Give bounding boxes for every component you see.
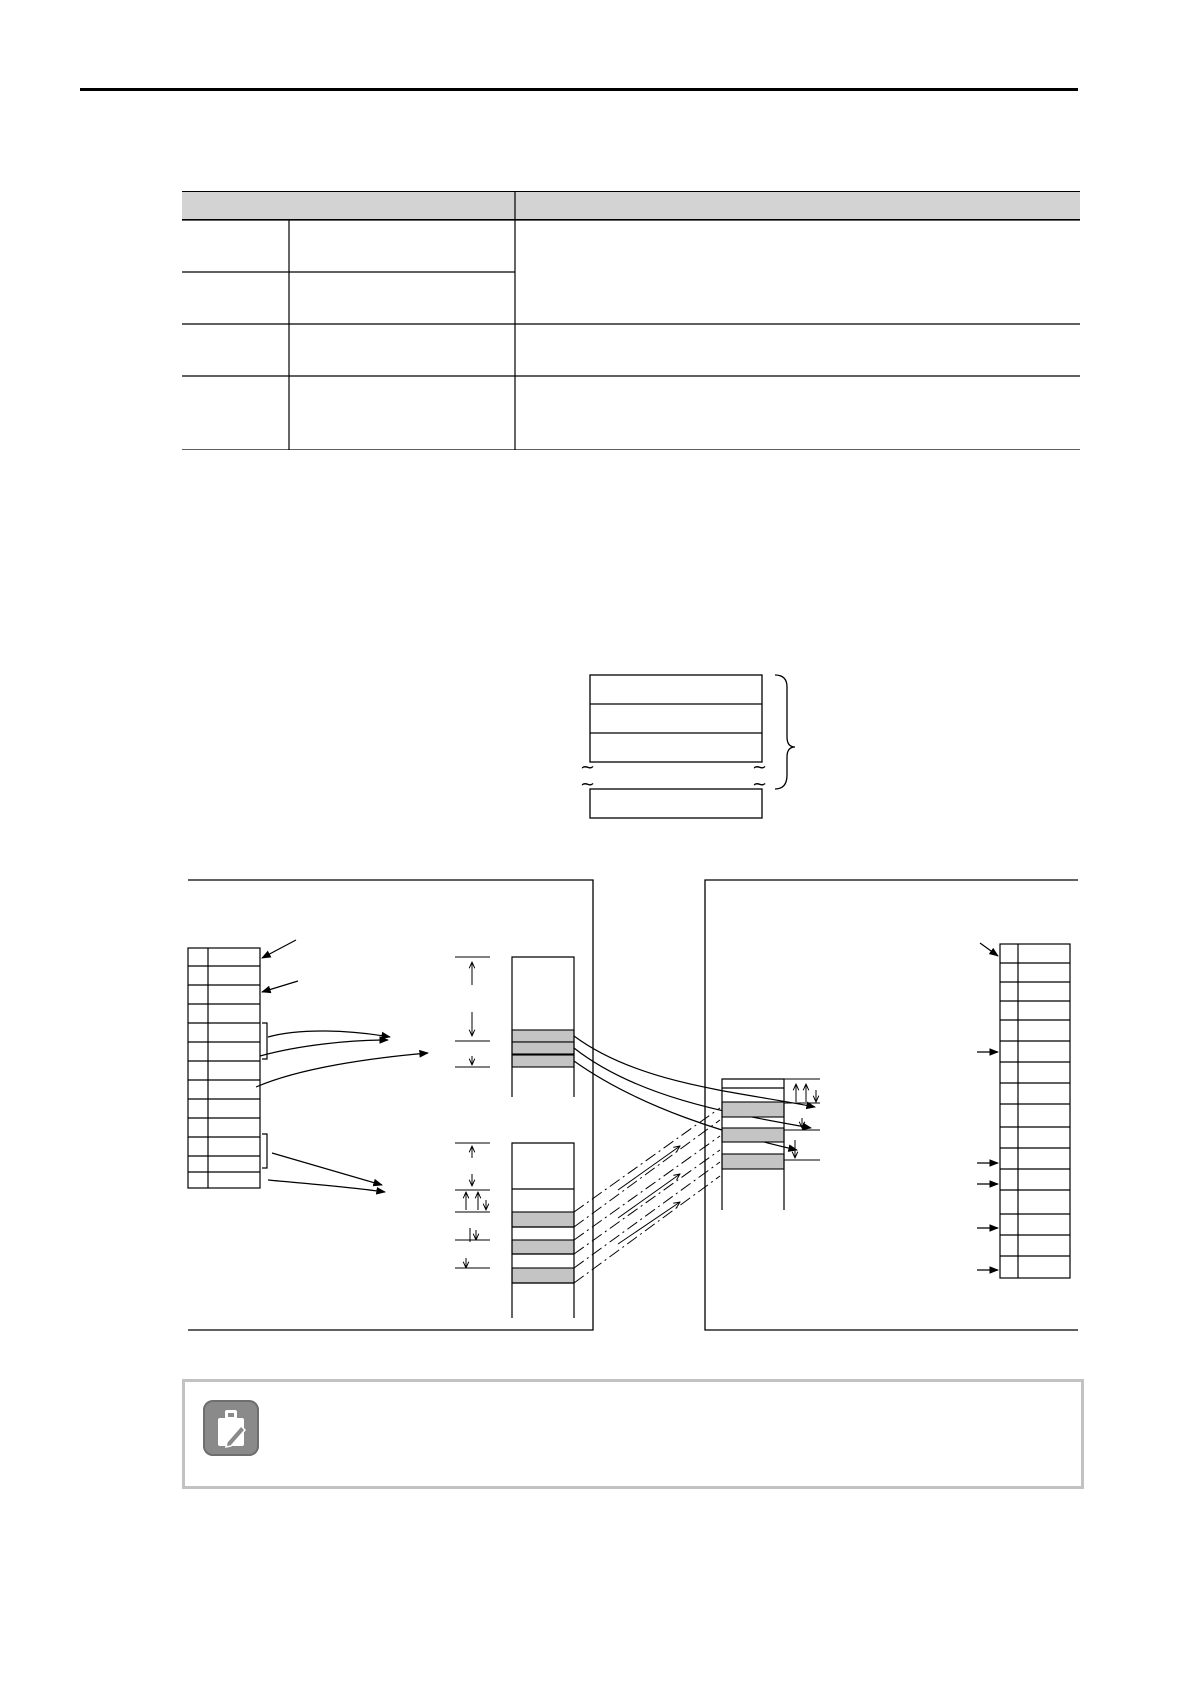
note-icon <box>203 1400 259 1456</box>
left-register-table <box>188 948 267 1188</box>
svg-text:~: ~ <box>580 774 596 795</box>
svg-text:~: ~ <box>752 757 768 778</box>
small-pointers <box>618 1146 680 1244</box>
left-pointers <box>256 940 428 1192</box>
register-stack <box>590 675 795 818</box>
svg-text:~: ~ <box>580 757 596 778</box>
svg-text:~: ~ <box>752 774 768 795</box>
note-box <box>182 1379 1084 1489</box>
right-register-table <box>1000 944 1070 1278</box>
left-memory-column <box>512 957 574 1318</box>
dashed-transfers <box>574 1108 720 1283</box>
right-pointers <box>977 943 998 1270</box>
left-dimensions <box>455 957 490 1268</box>
